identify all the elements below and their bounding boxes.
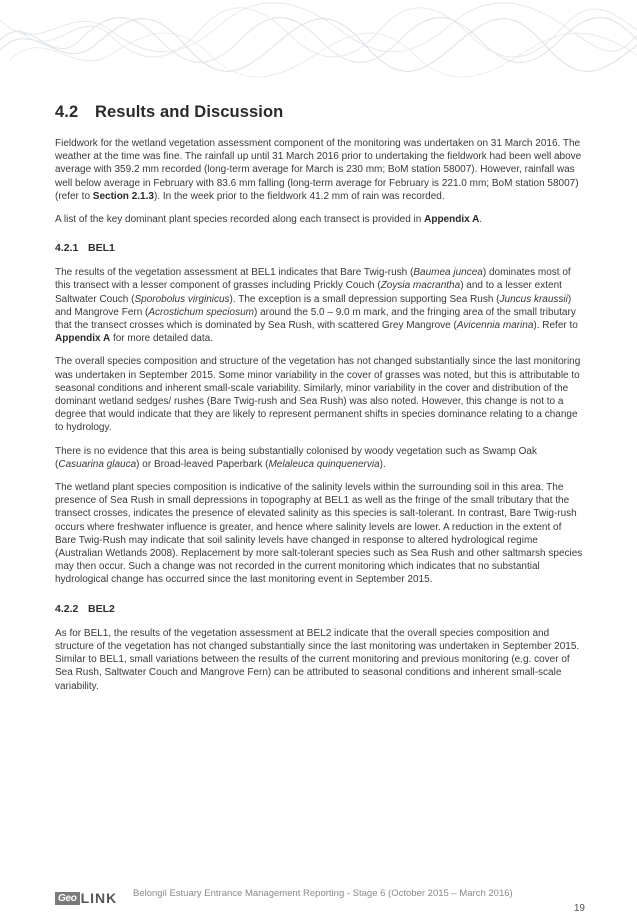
header-wave-decoration [0,0,637,80]
text: ) and Mangrove Fern ( [55,293,572,318]
text: ) around the 5.0 – 9.0 m mark, and the fringing area of the small tributary that the transect crosses which is dominated by Sea Rush, with scattered Grey Mangrove ( [55,306,576,332]
text: A list of the key dominant plant species recorded along each transect is provided in [55,214,425,226]
subsection-title: BEL1 [88,242,115,255]
subsection-heading-bel2 [55,603,585,615]
text: Fieldwork for the wetland vegetation assessment component of the monitoring was undertaken on 31 March 2016. The weather at the time was fine. The rainfall up until 31 March 2016 prior to undertaking the fieldwork had been well above average with 359.2 mm recorded (long-term average for March is 230 mm; BoM station 58007). However, rainfall was well below average in February with 83.6 mm falling (long-term average for February is 221.0 mm; BoM station 58007) (refer to [55,138,582,202]
species-name: Avicennia marina [456,320,534,332]
text: ) and to a lesser extent Saltwater Couch ( [55,280,562,305]
text: . [479,214,483,226]
text: ) dominates most of this transect with a lesser component of grasses including Prickly Couch ( [55,267,571,292]
appendix-reference: Appendix A [55,333,111,345]
text: ). [379,458,386,470]
subsection-heading-bel1 [55,242,585,254]
species-name: Sporobolus virginicus [134,293,230,305]
subsection-title: BEL2 [88,602,115,615]
text: ). Refer to [533,320,578,332]
section-reference: Section 2.1.3 [92,190,154,202]
bel1-paragraph-4: The wetland plant species composition is indicative of the salinity levels within the surrounding soil in this area. The presence of Sea Rush in small depressions in topography at BEL1 as well as the fringe of the small tributary that the transect crosses, indicates the presence of elevated salinity as this species is salt-tolerant. In contrast, Bare Twig-rush occurs where freshwater influence is greater, and hence where salinity levels are lower. A reduction in the extent of Bare Twig-Rush may indicate that soil salinity levels have changed in response to altered hydrological regime (Australian Wetlands 2008). Replacement by more salt-tolerant species such as Sea Rush and other saltmarsh species may then occur. Such a change was not recorded in the current monitoring which indicates that no substantial hydrological change has occurred since the last monitoring event in September 2015. [55,482,583,586]
bel1-paragraph-3 [55,445,585,471]
subsection-number: 4.2.1 [55,242,79,255]
bel2-paragraph-1: As for BEL1, the results of the vegetation assessment at BEL2 indicate that the overall species composition and structure of the vegetation has not changed substantially since the last monitoring was undertaken in September 2015. Similar to BEL1, small variations between the results of the current monitoring and previous monitoring (e.g. cover of Sea Rush, Saltwater Couch and Mangrove Fern) can be attributed to seasonal conditions and inherent small-scale variability. [55,627,580,692]
text: ) or Broad-leaved Paperbark ( [136,458,269,470]
species-name: Acrostichum speciosum [148,306,254,318]
text: for more detailed data. [110,333,214,345]
footer-document-title: Belongil Estuary Entrance Management Reporting - Stage 6 (October 2015 – March 2016) [133,888,513,899]
bel1-paragraph-2: The overall species composition and structure of the vegetation has not changed substantially since the last monitoring was undertaken in September 2015. Some minor variability in the cover of grasses was noted, but this is attributable to seasonal conditions and inherent small-scale variability. Similarly, minor variability in the cover and distribution of the dominant wetland sedges/ rushes (Bare Twig-rush and Sea Rush) was also noted. However, this change is not to a degree that would indicate that they are likely to represent permanent shifts in species dominance relating to a change to hydrology. [55,356,581,434]
page-number: 19 [573,903,585,914]
page-footer [55,886,585,920]
text: The results of the vegetation assessment at BEL1 indicates that Bare Twig-rush ( [55,267,414,279]
species-name: Melaleuca quinquenervia [268,458,380,470]
species-name: Casuarina glauca [58,458,137,470]
section-title: Results and Discussion [95,103,284,121]
bel1-paragraph-1 [55,266,585,345]
species-name: Juncus kraussii [499,293,568,305]
logo-box: Geo [55,892,80,905]
intro-paragraph-2 [55,213,585,226]
geolink-logo [55,890,117,906]
section-number: 4.2 [55,103,79,121]
appendix-reference: Appendix A [424,214,480,226]
page-content [55,103,585,703]
intro-paragraph-1 [55,137,585,203]
text: ). The exception is a small depression supporting Sea Rush ( [229,293,500,305]
text: There is no evidence that this area is being substantially colonised by woody vegetation such as Swamp Oak ( [55,445,537,470]
species-name: Zoysia macrantha [380,280,461,292]
subsection-number: 4.2.2 [55,602,79,615]
species-name: Baumea juncea [413,267,483,279]
logo-text: LINK [80,890,118,906]
text: ). In the week prior to the fieldwork 41.2 mm of rain was recorded. [153,190,445,202]
section-heading [55,103,585,122]
